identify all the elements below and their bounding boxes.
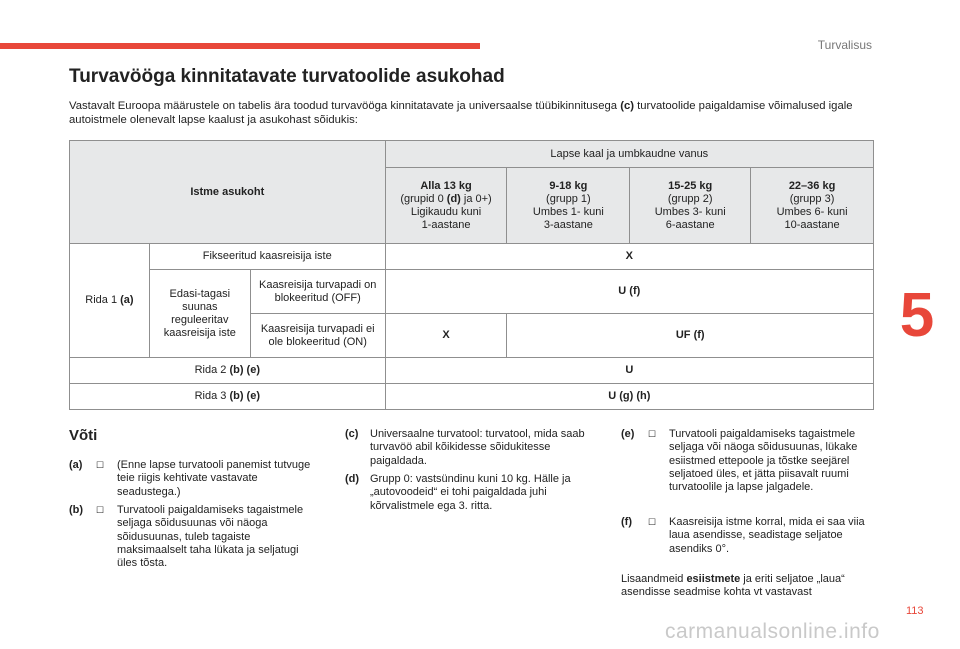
- legend-title: Võti: [69, 427, 98, 444]
- row1-label: Rida 1 (a): [70, 244, 150, 358]
- seat-position-header: Istme asukoht: [70, 141, 386, 244]
- page-number: 113: [906, 605, 924, 617]
- bullet-glyph-icon: ☐: [648, 429, 657, 439]
- chapter-number: 5: [899, 281, 935, 350]
- weight-column: 22–36 kg (grupp 3) Umbes 6- kuni 10-aastane: [751, 168, 874, 244]
- section-label: Turvalisus: [817, 38, 872, 52]
- bullet-glyph-icon: ☐: [96, 505, 105, 515]
- seat-position-table: [69, 140, 874, 410]
- note-b: (b) ☐ Turvatooli paigaldamiseks tagaistmele seljaga sõidusuunas või näoga sõidusuunas, tuleb tagaiste maksimaalselt taha lükata ja seljatugi üles tõsta.: [69, 504, 304, 570]
- weight-column: 9-18 kg (grupp 1) Umbes 1- kuni 3-aastane: [507, 168, 630, 244]
- airbag-on-value-other: UF (f): [507, 314, 874, 358]
- note-c: (c) Universaalne turvatool: turvatool, mida saab turvavöö abil kõikidesse sõidukitesse paigaldada.: [345, 428, 585, 467]
- watermark-text: carmanualsonline.info: [665, 620, 880, 643]
- airbag-off-value: U (f): [385, 270, 873, 314]
- fixed-seat-value: X: [385, 244, 873, 270]
- bullet-glyph-icon: ☐: [648, 517, 657, 527]
- bullet-glyph-icon: ☐: [96, 460, 105, 470]
- extra-info-paragraph: Lisaandmeid esiistmete ja eriti seljatoe „laua“ asendisse seadmise kohta vt vastavast: [621, 573, 845, 599]
- airbag-off-label: Kaasreisija turvapadi on blokeeritud (OFF): [250, 270, 385, 314]
- airbag-on-value-group0: X: [385, 314, 507, 358]
- row3-label: Rida 3 (b) (e): [70, 384, 386, 410]
- row2-label: Rida 2 (b) (e): [70, 358, 386, 384]
- row3-value: U (g) (h): [385, 384, 873, 410]
- group-header: Lapse kaal ja umbkaudne vanus: [385, 141, 873, 168]
- fixed-seat-label: Fikseeritud kaasreisija iste: [149, 244, 385, 270]
- weight-column: Alla 13 kg (grupid 0 (d) ja 0+) Ligikaudu kuni 1-aastane: [385, 168, 507, 244]
- note-d: (d) Grupp 0: vastsündinu kuni 10 kg. Hälle ja „autovoodeid“ ei tohi paigaldada juhi kõrvalistmele ega 3. ritta.: [345, 473, 571, 512]
- weight-column: 15-25 kg (grupp 2) Umbes 3- kuni 6-aastane: [630, 168, 751, 244]
- row2-value: U: [385, 358, 873, 384]
- airbag-on-label: Kaasreisija turvapadi ei ole blokeeritud (ON): [250, 314, 385, 358]
- adjustable-seat-label: Edasi-tagasi suunas reguleeritav kaasreisija iste: [149, 270, 250, 358]
- note-f: (f) ☐ Kaasreisija istme korral, mida ei saa viia laua asendisse, seadistage seljatoe asendiks 0°.: [621, 516, 865, 555]
- note-a: (a) ☐ (Enne lapse turvatooli panemist tutvuge teie riigis kehtivate vastavate seadustega.): [69, 459, 311, 498]
- intro-paragraph: Vastavalt Euroopa määrustele on tabelis ära toodud turvavööga kinnitatavate ja universaalse tüübikinnitusega (c) turvatoolide paigaldamise võimalused igale autoistmele olenevalt lapse kaalust ja asukohast sõidukis:: [69, 100, 853, 126]
- page-title: Turvavööga kinnitatavate turvatoolide asukohad: [69, 66, 505, 87]
- accent-bar: [0, 43, 480, 49]
- note-e: (e) ☐ Turvatooli paigaldamiseks tagaistmele seljaga või näoga sõidusuunas, lükake esiistmed ettepoole ja tõstke seejärel seljatoed üles, et jätta piisavalt ruumi turvatoolile ja lapse jalgadele.: [621, 428, 858, 494]
